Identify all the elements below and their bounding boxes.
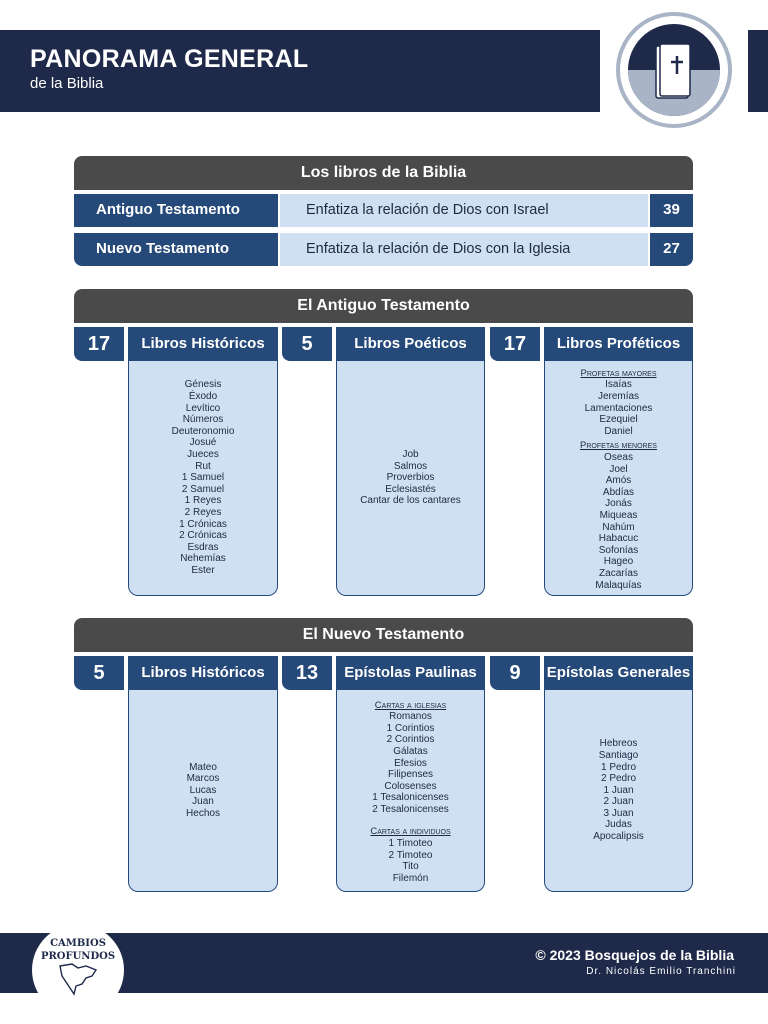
nt-paulinas-title: Epístolas Paulinas (336, 656, 485, 690)
ot-row-count: 39 (650, 194, 693, 227)
nt-paulinas-list (336, 690, 485, 892)
book-item: 2 Pedro (600, 773, 637, 785)
book-item: Josué (189, 437, 217, 449)
page-subtitle: de la Biblia (30, 75, 104, 92)
book-item: Tito (402, 861, 419, 873)
book-item: Jonás (605, 498, 632, 510)
book-item: Daniel (604, 425, 633, 437)
book-item: Juan (192, 796, 214, 808)
book-item: 2 Samuel (181, 483, 225, 495)
book-item: 2 Corintios (386, 734, 435, 746)
book-item: Amós (605, 475, 632, 487)
book-item: Jueces (187, 449, 219, 461)
book-item: Sofonías (598, 544, 639, 556)
book-item: Romanos (389, 711, 432, 723)
subgroup-label: Cartas a individuos (370, 826, 451, 838)
book-item: Gálatas (393, 745, 428, 757)
book-item: 2 Juan (603, 796, 634, 808)
nt-historicos-list (128, 690, 278, 892)
ot-historicos-title: Libros Históricos (128, 327, 278, 361)
book-item: Nehemías (180, 553, 226, 565)
nt-row-description: Enfatiza la relación de Dios con la Iglesia (280, 233, 648, 266)
book-item: Proverbios (386, 472, 435, 484)
book-item: Ester (191, 564, 215, 576)
nt-row-count: 27 (650, 233, 693, 266)
book-item: Deuteronomio (171, 425, 235, 437)
book-item: 2 Crónicas (179, 530, 227, 542)
nt-historicos-title: Libros Históricos (128, 656, 278, 690)
nt-paulinas-count: 13 (282, 656, 332, 690)
book-item: Zacarías (599, 567, 638, 579)
ot-row-description: Enfatiza la relación de Dios con Israel (280, 194, 648, 227)
nt-row-label: Nuevo Testamento (74, 233, 278, 266)
book-item: 2 Tesalonicenses (372, 803, 449, 815)
book-item: Joel (609, 463, 628, 475)
book-item: 1 Corintios (386, 722, 435, 734)
ot-historicos-count: 17 (74, 327, 124, 361)
book-item: 1 Timoteo (388, 838, 433, 850)
book-item: Abdías (602, 486, 635, 498)
subgroup-label: Profetas mayores (580, 367, 657, 379)
book-item: Jeremías (597, 391, 640, 403)
book-item: Malaquías (595, 579, 642, 591)
book-item: 1 Pedro (600, 761, 637, 773)
book-item: Hebreos (599, 738, 638, 750)
ot-poeticos-list (336, 361, 485, 596)
book-item: Oseas (604, 452, 633, 464)
nt-historicos-count: 5 (74, 656, 124, 690)
subgroup-label: Profetas menores (580, 440, 657, 452)
book-item: Habacuc (598, 533, 639, 545)
book-item: Hechos (186, 807, 220, 819)
book-item: Mateo (189, 761, 217, 773)
ot-historicos-list (128, 361, 278, 596)
ot-poeticos-title: Libros Poéticos (336, 327, 485, 361)
book-item: 3 Juan (603, 807, 634, 819)
book-item: Lamentaciones (584, 402, 653, 414)
book-item: Marcos (186, 773, 220, 785)
book-item: Efesios (394, 757, 427, 769)
book-item: Filipenses (387, 769, 434, 781)
book-item: 1 Samuel (181, 472, 225, 484)
book-item: Números (182, 414, 224, 426)
book-item: Santiago (598, 749, 639, 761)
ot-profeticos-title: Libros Proféticos (544, 327, 693, 361)
book-item: Isaías (605, 379, 632, 391)
book-item: Génesis (184, 379, 222, 391)
book-item: 1 Juan (603, 784, 634, 796)
book-item: Levítico (185, 402, 221, 414)
book-item: Salmos (393, 460, 428, 472)
logo-text-line2: PROFUNDOS (40, 951, 116, 962)
ot-profeticos-list (544, 361, 693, 596)
book-item: Cantar de los cantares (360, 495, 461, 507)
nt-section-header: El Nuevo Testamento (74, 618, 693, 652)
logo-text-line1: CAMBIOS (50, 938, 106, 949)
book-item: 2 Reyes (184, 506, 222, 518)
ot-section-header: El Antiguo Testamento (74, 289, 693, 323)
book-item: Esdras (187, 541, 219, 553)
ot-profeticos-count: 17 (490, 327, 540, 361)
subgroup-label: Cartas a iglesias (374, 699, 447, 711)
book-item: Rut (195, 460, 211, 472)
nt-generales-count: 9 (490, 656, 540, 690)
copyright-text: © 2023 Bosquejos de la Biblia (535, 947, 734, 963)
book-item: Eclesiastés (385, 483, 436, 495)
ot-row-label: Antiguo Testamento (74, 194, 278, 227)
book-item: 1 Crónicas (179, 518, 227, 530)
book-item: Nahúm (602, 521, 635, 533)
book-item: 1 Reyes (184, 495, 222, 507)
page-title: PANORAMA GENERAL (30, 45, 309, 73)
book-item: Colosenses (384, 780, 437, 792)
book-item: Hageo (603, 556, 634, 568)
book-item: Apocalipsis (593, 831, 644, 843)
books-section-header: Los libros de la Biblia (74, 156, 693, 190)
author-text: Dr. Nicolás Emilio Tranchini (586, 966, 736, 977)
book-item: Lucas (189, 784, 217, 796)
map-outline-icon (56, 962, 100, 996)
book-item: Judas (605, 819, 632, 831)
book-item: Job (402, 449, 419, 461)
book-item: Ezequiel (599, 414, 638, 426)
book-item: Miqueas (599, 509, 638, 521)
book-item: 2 Timoteo (388, 849, 433, 861)
book-item: 1 Tesalonicenses (372, 792, 449, 804)
bible-cross-icon (600, 8, 748, 132)
book-item: Filemón (392, 872, 429, 884)
nt-generales-list (544, 690, 693, 892)
book-item: Éxodo (188, 391, 218, 403)
nt-generales-title: Epístolas Generales (544, 656, 693, 690)
ot-poeticos-count: 5 (282, 327, 332, 361)
